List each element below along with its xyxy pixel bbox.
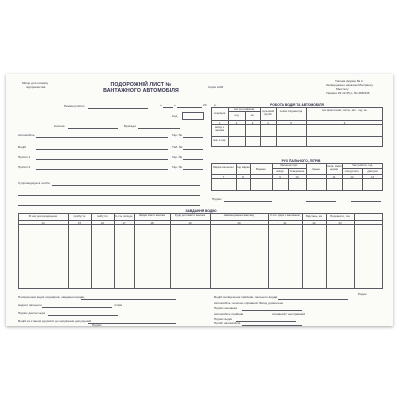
escorts-label: Супроводжуючі особи (18, 181, 50, 185)
bottom-right-1-line[interactable] (278, 299, 348, 300)
bottom-left-5: Підпис (92, 323, 102, 327)
approved-line-1: Затверджено наказом Мінтрансу (326, 83, 374, 87)
car-label: Автомобіль (18, 133, 35, 137)
approved-line-2: Мінстату (336, 87, 349, 91)
title-line-1: ПОДОРОЖНІЙ ЛИСТ № (110, 82, 172, 88)
fuel-num-12: 12 (350, 174, 354, 179)
bottom-left-2b: літрів (114, 303, 122, 307)
task-num-21: 21 (283, 220, 287, 225)
driver-line[interactable] (36, 149, 168, 150)
bottom-right-5-line[interactable] (236, 321, 296, 322)
fuel-num-9: 9 (279, 174, 281, 179)
trailer2-line[interactable] (36, 169, 168, 170)
trailer2-label: Причіп 2 (18, 165, 31, 169)
task-col-9: Відстань, км (305, 215, 323, 218)
escorts-line-1[interactable] (52, 185, 200, 186)
task-num-20: 20 (237, 220, 241, 225)
task-col-8: К-сть їздок з вантажем (270, 214, 300, 217)
date-mid: » (174, 103, 176, 107)
bottom-right-3: Підпис механіка (214, 306, 238, 310)
task-col-3: вибуття (97, 215, 108, 218)
work-col-zero: нульовий пробіг (261, 110, 275, 116)
work-col-time-schedule: час за графіком (233, 107, 255, 111)
work-num-1: 1 (218, 120, 221, 125)
task-num-22: 22 (312, 220, 316, 225)
task-num-18: 18 (150, 220, 154, 225)
car-line[interactable] (36, 137, 168, 138)
task-col-6: Куди доставити вантаж (174, 214, 206, 217)
fuel-col-remain: Залишок при: (280, 164, 298, 167)
task-num-17: 17 (122, 220, 126, 225)
fuel-table-heading: РУХ ПАЛЬНОГО, ЛІТРІВ (281, 159, 321, 163)
code-label: Код (172, 114, 178, 118)
date-prefix: « (160, 103, 162, 107)
bottom-left-3: Підпис диспетчера (18, 311, 46, 315)
work-col-actual: час фактичний, число, міс., год, хв. (321, 109, 368, 112)
work-col-hour: год (234, 114, 239, 117)
bottom-left-2: видати пального (18, 303, 42, 307)
driver-tab-line[interactable] (183, 149, 203, 150)
fuel-num-10: 10 (295, 174, 299, 179)
fuel-signature-line[interactable] (224, 201, 272, 202)
work-row-return: пов. в гар. (212, 139, 227, 142)
series-label: Серія ААЯ (208, 85, 224, 89)
work-col-min: хв. (250, 114, 255, 117)
trailer2-gar-line[interactable] (183, 169, 203, 170)
task-num-19: 19 (188, 220, 192, 225)
task-num-14: 14 (41, 220, 45, 225)
fuel-signature-line-3[interactable] (351, 201, 381, 202)
fuel-num-7: 7 (222, 174, 225, 179)
bottom-left-1: Посвідчення водія перевірив, завдання видав, (18, 295, 85, 299)
trailer1-label: Причіп 1 (18, 155, 31, 159)
driver-label: Водій (18, 145, 26, 149)
brigade-line[interactable] (138, 128, 180, 129)
fuel-col-brand: Марка пального (213, 166, 234, 169)
work-table-heading: РОБОТА ВОДІЯ ТА АВТОМОБІЛЯ (270, 103, 324, 107)
work-mode-line[interactable] (88, 108, 148, 109)
task-col-5: Звідки взяти вантаж (138, 214, 166, 217)
waybill-sheet (6, 74, 393, 326)
fuel-col-coef: Коеф. зміни норми (326, 165, 342, 171)
bottom-right-5: Підпис водія (214, 316, 232, 321)
trailer1-gar-label: Гар. № (172, 155, 182, 159)
work-num-2: 2 (235, 120, 238, 125)
date-day-line[interactable] (163, 107, 173, 108)
fuel-num-13: 13 (370, 174, 375, 179)
column-label: Колона (54, 124, 65, 128)
trailer1-gar-line[interactable] (183, 159, 203, 160)
fuel-col-special: спецустатк. (344, 170, 360, 173)
task-row-label: Рядок (358, 292, 367, 296)
column-line[interactable] (68, 128, 118, 129)
car-gar-label: Гар. № (172, 133, 182, 137)
driver-tab-label: Таб. № (172, 145, 183, 149)
work-table (211, 107, 383, 147)
bottom-left-4: Водій за станом здоров'я до керування допущений (18, 319, 92, 323)
fuel-col-engine: двигуна (367, 170, 378, 173)
bottom-right-2: Автомобіль технічно справний. Виїзд дозволено (214, 301, 284, 305)
work-col-operation: операція (213, 112, 226, 115)
bottom-right-3-line[interactable] (242, 310, 302, 311)
work-num-5: 5 (290, 120, 292, 125)
task-num-16: 16 (100, 220, 105, 225)
form-name: Типова форма № 2 (335, 79, 363, 83)
bottom-right-4: Автомобіль прийняв (214, 311, 244, 316)
task-col-4: К-сть поїздок (115, 215, 133, 218)
escorts-line-3[interactable] (18, 205, 200, 206)
task-col-2: прибуття (73, 215, 86, 218)
bottom-right-7: справний / несправний (272, 311, 305, 316)
work-num-6: 6 (343, 120, 346, 125)
work-num-4: 4 (267, 120, 269, 125)
stamp-label: Місце для штампу (22, 81, 49, 85)
brigade-label: Бригада (124, 124, 136, 128)
task-col-10: Перевезти, тон (330, 215, 350, 218)
code-box[interactable] (182, 112, 204, 120)
escorts-line-2[interactable] (18, 195, 200, 196)
bottom-left-1-line[interactable] (81, 299, 176, 300)
task-col-7: Найменування вантажу (223, 214, 255, 217)
work-row-exit: виїзд з гаража (214, 126, 225, 132)
fuel-col-issued: Видано (256, 168, 266, 171)
work-num-3: 3 (251, 120, 254, 125)
stamp-label-2: підприємства (26, 84, 46, 89)
title-line-2: ВАНТАЖНОГО АВТОМОБІЛЯ (103, 88, 179, 94)
bottom-left-3-line[interactable] (48, 315, 118, 316)
work-col-speedo: показ спідометра (279, 110, 303, 113)
bottom-right-1: Водій посвідчення прийняв, пального видав (214, 295, 278, 299)
car-gar-line[interactable] (183, 137, 203, 138)
date-month-line[interactable] (177, 107, 202, 108)
fuel-num-8: 8 (242, 174, 244, 179)
fuel-signature-label: Підпис (212, 197, 222, 201)
task-table-heading: ЗАВДАННЯ ВОДІЮ (185, 209, 217, 213)
bottom-right-6: Пробіг автомобіля (214, 321, 241, 325)
trailer1-line[interactable] (36, 159, 168, 160)
task-num-23: 23 (338, 220, 342, 225)
fuel-col-time: Час роботи, год. (351, 164, 374, 167)
fuel-col-return: поверненні (289, 170, 305, 173)
task-col-1: В чиє розпорядження (29, 215, 57, 218)
date-year: р. (214, 103, 217, 107)
approved-line-3: України 29.12.95 р. № 488/346 (326, 91, 370, 95)
work-mode-label: Режим роботи (64, 104, 85, 108)
fuel-num-11: 11 (332, 174, 336, 179)
bottom-right-6-line[interactable] (242, 325, 302, 326)
trailer2-gar-label: Гар. № (172, 165, 182, 169)
fuel-signature-line-2[interactable] (306, 201, 336, 202)
fuel-col-code: Код марки (236, 166, 250, 169)
fuel-col-departure: виїзді (276, 170, 284, 173)
bottom-left-2-line[interactable] (42, 307, 112, 308)
fuel-col-handed: Здано (312, 168, 320, 171)
date-suffix: 20 (203, 103, 207, 107)
task-num-15: 15 (77, 220, 82, 225)
